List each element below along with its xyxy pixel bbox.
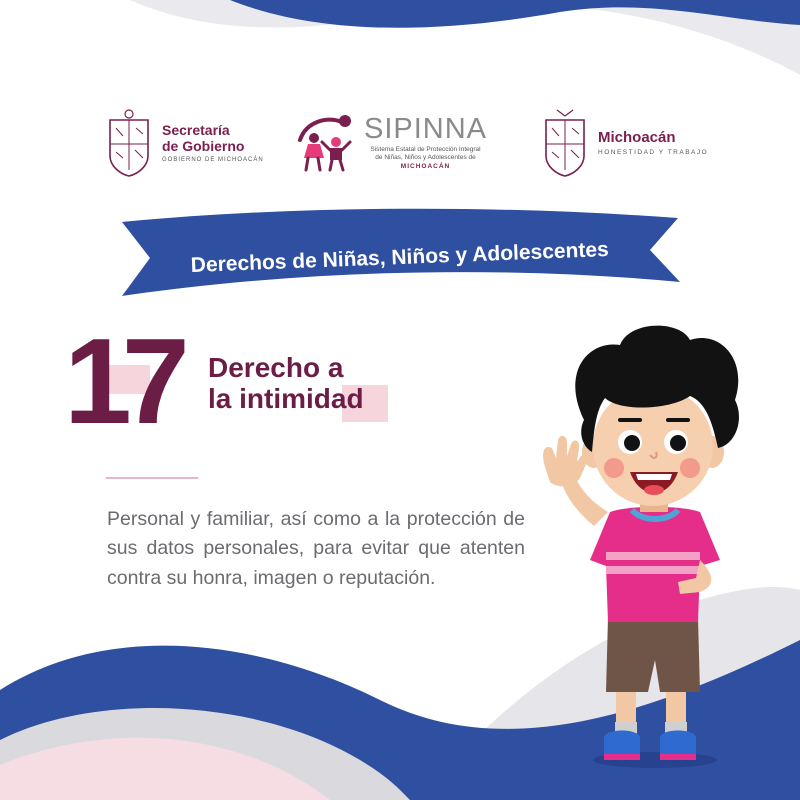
secretaria-name-line1: Secretaría: [162, 121, 230, 138]
right-description: Personal y familiar, así como a la protección de sus datos personales, para evitar que atenten contra su honra, imagen o reputación.: [107, 508, 525, 589]
sipinna-sub-line2: de Niñas, Niños y Adolescentes de: [375, 154, 476, 162]
right-title-line1: Derecho a: [208, 352, 344, 383]
michoacan-motto: HONESTIDAD Y TRABAJO: [598, 149, 709, 157]
right-title-line2: la intimidad: [208, 383, 364, 415]
sipinna-title: SIPINNA: [364, 113, 488, 146]
michoacan-name: Michoacán: [598, 128, 676, 146]
right-number: 17: [64, 313, 180, 449]
secretaria-name-line2: de Gobierno: [162, 138, 245, 155]
sipinna-sub-line3: MICHOACÁN: [400, 162, 451, 170]
secretaria-subtitle: GOBIERNO DE MICHOACÁN: [162, 157, 264, 164]
sipinna-sub-line1: Sistema Estatal de Protección Integral: [370, 146, 481, 154]
banner-text: Derechos de Niñas, Niños y Adolescentes: [190, 237, 610, 278]
